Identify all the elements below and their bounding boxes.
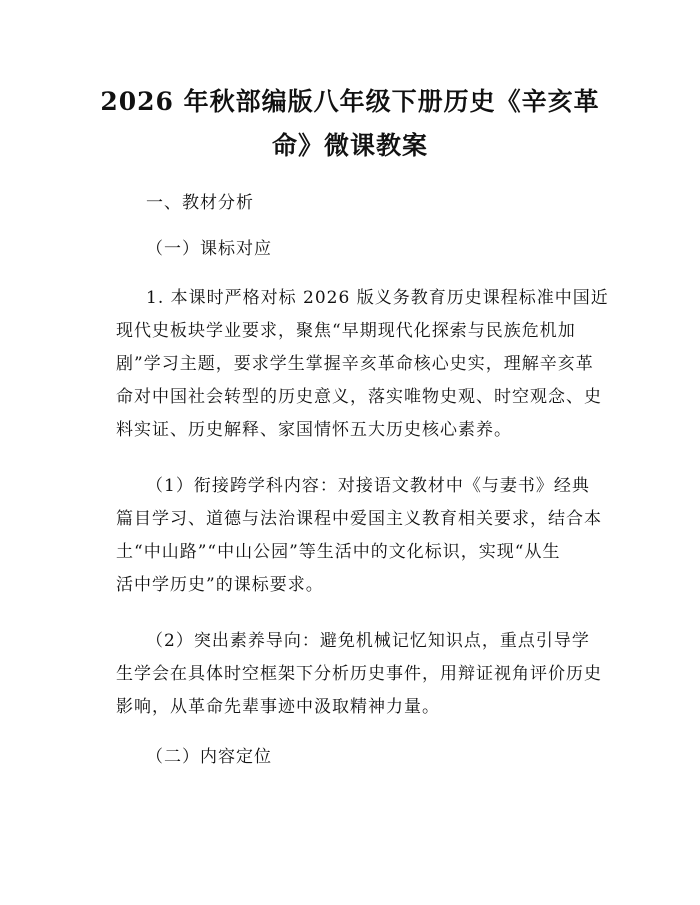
subsection-heading-content-positioning: （二）内容定位 — [146, 747, 272, 767]
paragraph-line: 篇目学习、道德与法治课程中爱国主义教育相关要求，结合本 — [116, 509, 602, 529]
paragraph-line: 剧”学习主题，要求学生掌握辛亥革命核心史实，理解辛亥革 — [116, 354, 594, 374]
paragraph-line: 1. 本课时严格对标 2026 版义务教育历史课程标准中国近 — [146, 288, 609, 308]
paragraph-line: （2）突出素养导向：避免机械记忆知识点，重点引导学 — [146, 631, 590, 651]
subsection-heading-curriculum-standard: （一）课标对应 — [146, 239, 272, 259]
paragraph-literacy-orientation — [116, 625, 606, 724]
paragraph-line: 现代史板块学业要求，聚焦“早期现代化探索与民族危机加 — [116, 321, 576, 341]
paragraph-line: 活中学历史”的课标要求。 — [116, 575, 324, 595]
paragraph-line: 料实证、历史解释、家国情怀五大历史核心素养。 — [116, 420, 512, 440]
document-title-line-1: 2026 年秋部编版八年级下册历史《辛亥革 — [100, 87, 600, 116]
document-title-line-2: 命》微课教案 — [271, 131, 428, 160]
paragraph-line: 影响，从革命先辈事迹中汲取精神力量。 — [116, 697, 440, 717]
paragraph-line: 命对中国社会转型的历史意义，落实唯物史观、时空观念、史 — [116, 387, 602, 407]
paragraph-curriculum-requirements — [116, 282, 609, 447]
paragraph-cross-disciplinary — [116, 470, 606, 602]
paragraph-line: 生学会在具体时空框架下分析历史事件，用辩证视角评价历史 — [116, 664, 602, 684]
section-heading-textbook-analysis: 一、教材分析 — [146, 193, 254, 213]
paragraph-line: （1）衔接跨学科内容：对接语文教材中《与妻书》经典 — [146, 476, 590, 496]
paragraph-line: 土“中山路”“中山公园”等生活中的文化标识，实现“从生 — [116, 542, 561, 562]
